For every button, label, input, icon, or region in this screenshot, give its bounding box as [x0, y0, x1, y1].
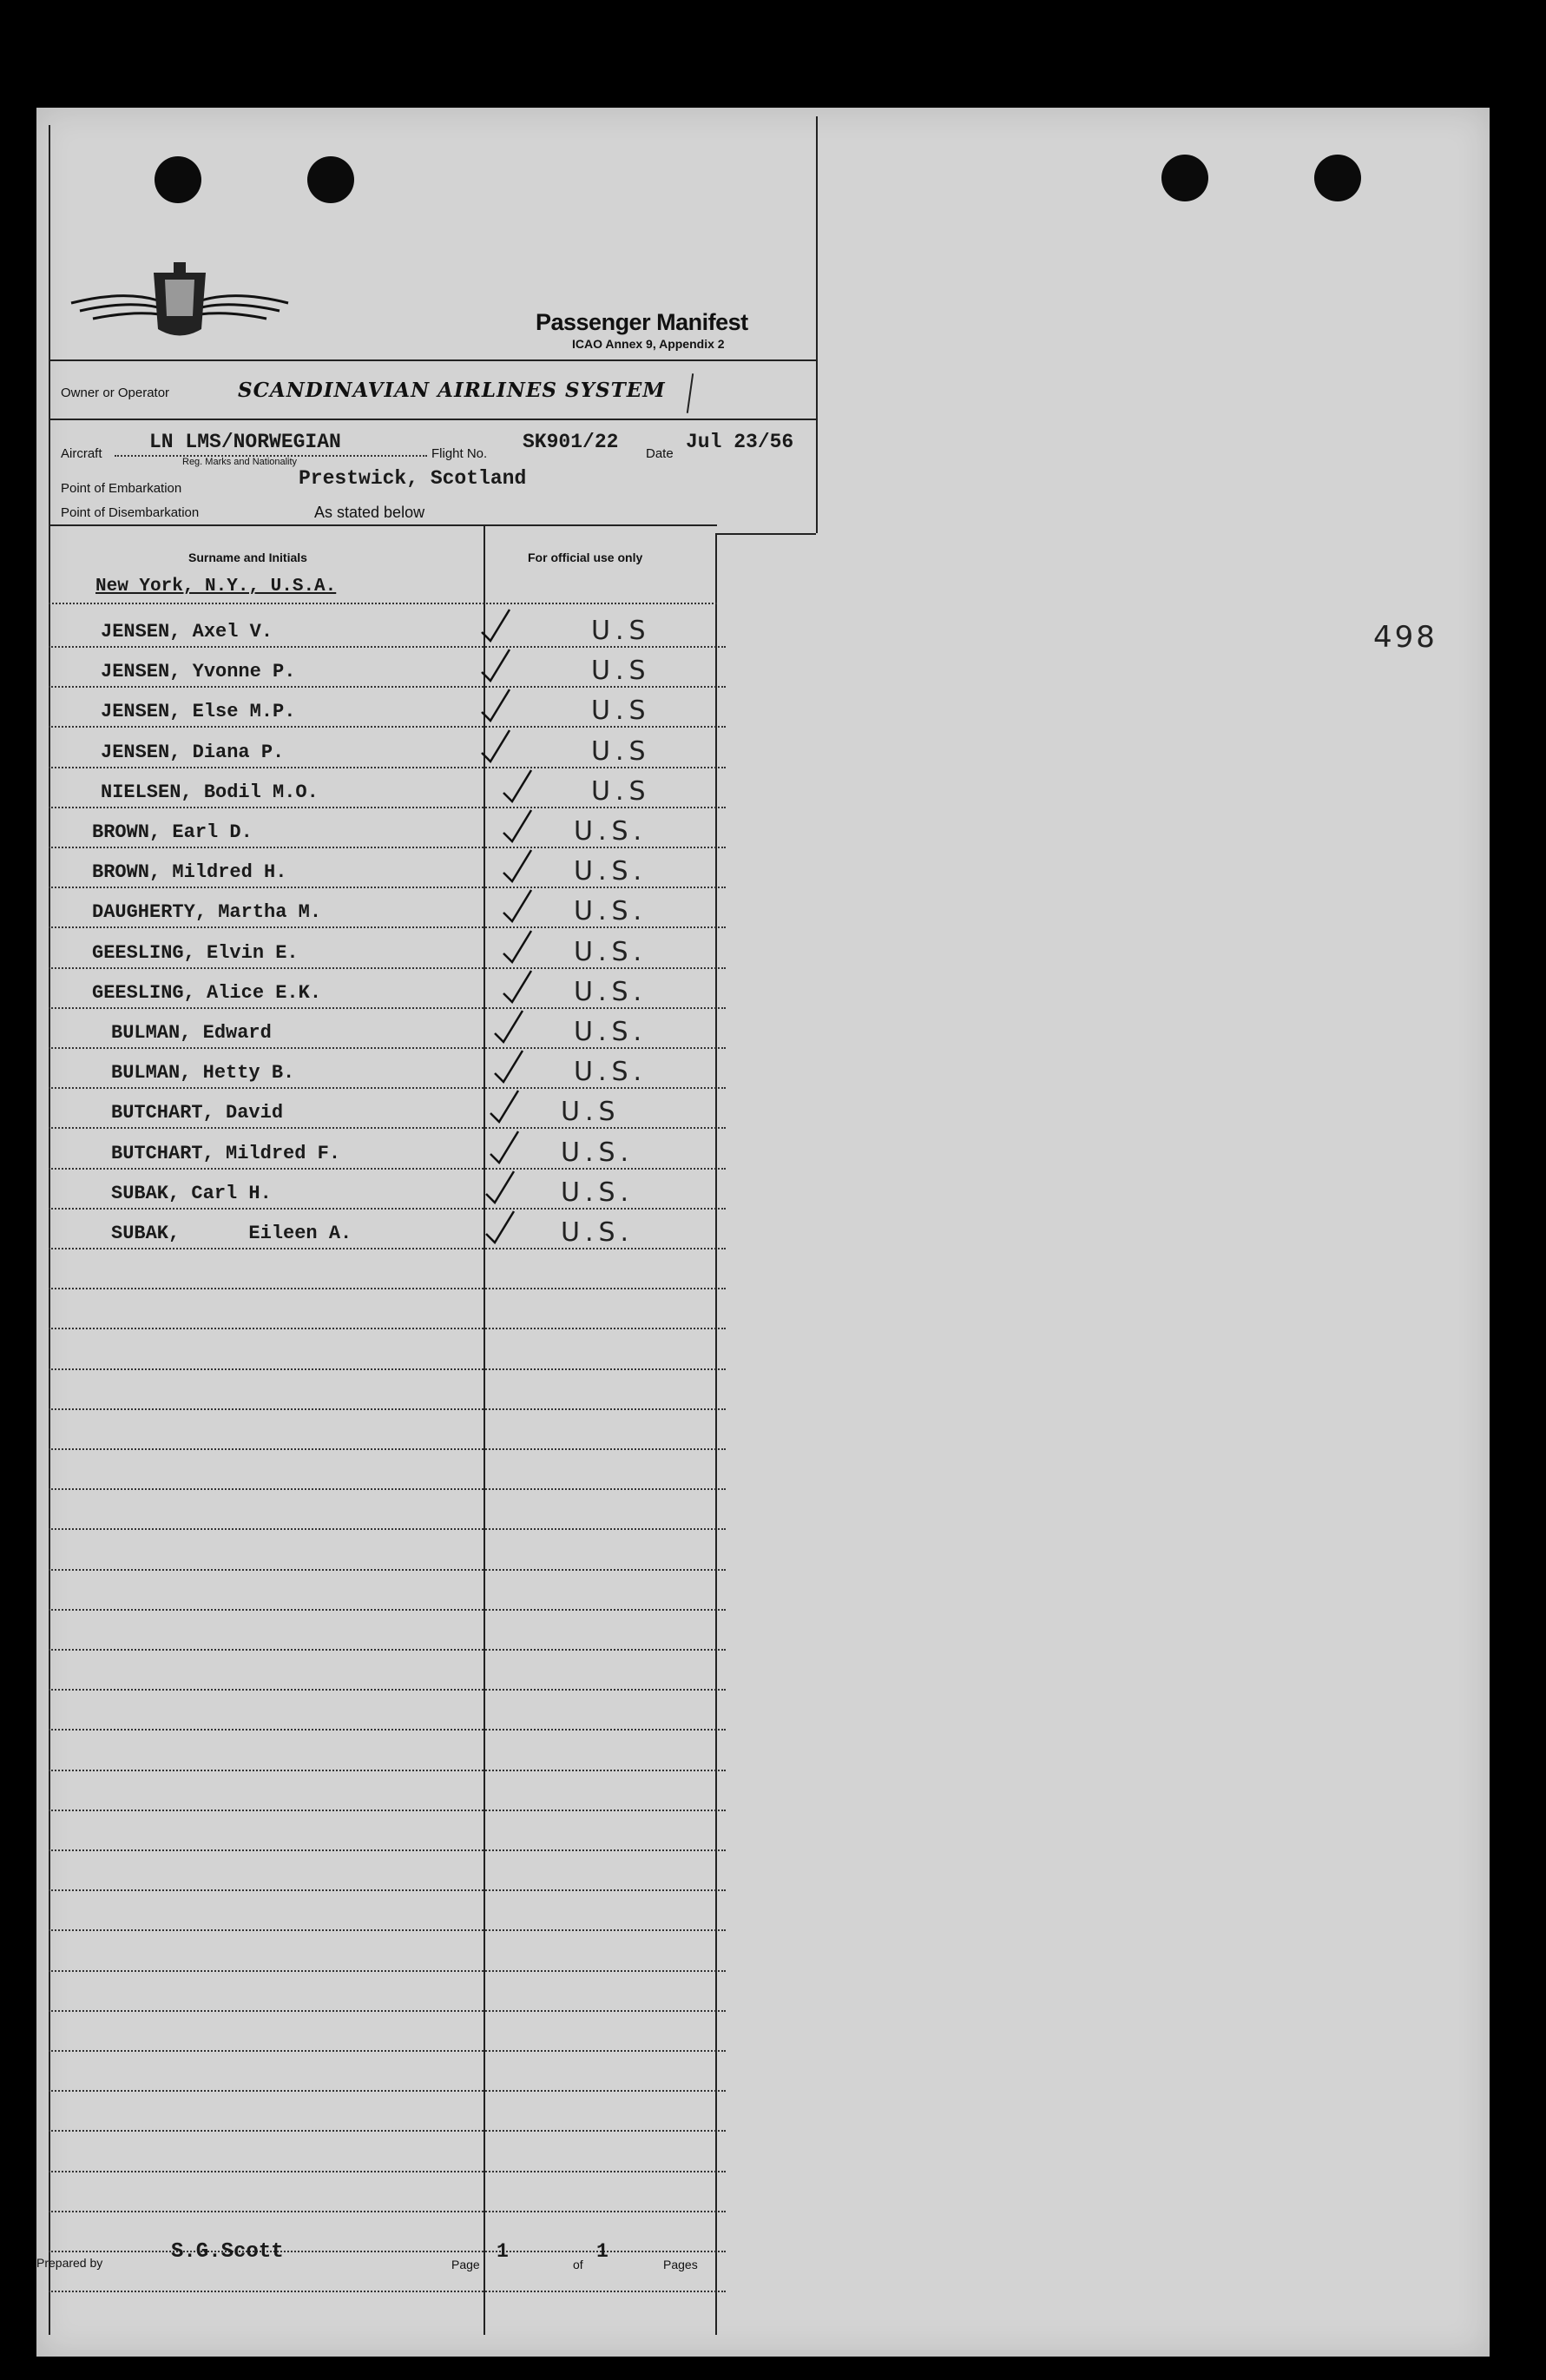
blank-row	[49, 2212, 726, 2252]
passenger-name: JENSEN, Yvonne P.	[101, 661, 296, 683]
official-use-mark: U.S.	[574, 976, 648, 1007]
passenger-row	[49, 1210, 726, 1249]
airline-wings-logo-icon	[62, 255, 297, 351]
blank-row	[49, 2172, 726, 2212]
passenger-name: SUBAK, Eileen A.	[111, 1223, 352, 1244]
blank-row	[49, 1811, 726, 1851]
passenger-name: BROWN, Mildred H.	[92, 861, 287, 884]
check-mark-icon	[478, 727, 513, 768]
passenger-row	[49, 1049, 726, 1089]
official-use-mark: U.S.	[574, 816, 648, 847]
blank-row	[49, 1691, 726, 1731]
date-value: Jul 23/56	[686, 431, 794, 453]
check-mark-icon	[483, 1208, 517, 1249]
official-use-mark: U.S.	[561, 1137, 635, 1168]
owner-label: Owner or Operator	[61, 386, 170, 400]
blank-row	[49, 2133, 726, 2172]
passenger-row	[49, 1089, 726, 1129]
header-rule	[49, 359, 816, 361]
official-use-mark: U.S	[591, 616, 651, 646]
check-mark-icon	[500, 767, 535, 808]
official-use-mark: U.S	[591, 696, 651, 727]
aircraft-value: LN LMS/NORWEGIAN	[149, 431, 341, 453]
form-right-border-top	[816, 116, 818, 533]
passenger-name: BULMAN, Edward	[111, 1022, 272, 1044]
col-official-header: For official use only	[528, 550, 643, 564]
passenger-row	[49, 888, 726, 928]
of-label: of	[573, 2258, 583, 2271]
blank-row	[49, 1490, 726, 1530]
blank-row	[49, 1731, 726, 1771]
of-value: 1	[596, 2240, 609, 2263]
manifest-sheet	[36, 108, 1490, 2357]
passenger-row	[49, 729, 726, 768]
prepared-label: Prepared by	[36, 2256, 103, 2270]
passenger-row	[49, 848, 726, 888]
blank-row	[49, 1611, 726, 1651]
check-mark-icon	[500, 927, 535, 969]
passenger-row	[49, 688, 726, 728]
stamp-number: 498	[1373, 620, 1437, 655]
check-mark-icon	[500, 807, 535, 848]
official-use-mark: U.S	[591, 656, 651, 687]
check-mark-icon	[491, 1007, 526, 1049]
official-use-mark: U.S.	[561, 1177, 635, 1208]
official-use-mark: U.S.	[574, 1017, 648, 1047]
passenger-name: DAUGHERTY, Martha M.	[92, 901, 322, 924]
check-mark-icon	[478, 646, 513, 688]
blank-row	[49, 1771, 726, 1811]
official-use-mark: U.S.	[574, 1057, 648, 1088]
embarkation-label: Point of Embarkation	[61, 481, 182, 496]
passenger-row	[49, 808, 726, 848]
passenger-name: BROWN, Earl D.	[92, 821, 253, 843]
passenger-row	[49, 969, 726, 1009]
passenger-name: SUBAK, Carl H.	[111, 1182, 272, 1204]
check-mark-icon	[500, 887, 535, 928]
passenger-row	[49, 608, 726, 648]
prepared-value: S.G.Scott	[171, 2240, 284, 2264]
blank-row	[49, 1330, 726, 1370]
blank-row	[49, 2052, 726, 2092]
official-use-mark: U.S.	[561, 1217, 635, 1248]
header-bottom-rule	[49, 524, 717, 526]
destination-dotline	[49, 603, 717, 604]
blank-row	[49, 1932, 726, 1972]
page-label: Page	[451, 2258, 480, 2271]
official-use-mark: U.S	[591, 775, 651, 807]
flight-value: SK901/22	[523, 431, 619, 453]
passenger-row	[49, 648, 726, 688]
check-mark-icon	[500, 847, 535, 888]
passenger-name: JENSEN, Else M.P.	[101, 701, 296, 723]
passenger-row	[49, 1170, 726, 1210]
official-use-mark: U.S.	[574, 856, 648, 887]
owner-value: SCANDINAVIAN AIRLINES SYSTEM	[238, 379, 666, 402]
blank-row	[49, 2092, 726, 2132]
blank-row	[49, 1571, 726, 1611]
blank-row	[49, 1450, 726, 1490]
check-mark-icon	[491, 1047, 526, 1089]
owner-tick	[687, 373, 694, 413]
passenger-name: BULMAN, Hetty B.	[111, 1062, 295, 1085]
blank-row	[49, 1410, 726, 1450]
check-mark-icon	[500, 967, 535, 1009]
blank-row	[49, 2012, 726, 2052]
passenger-name: GEESLING, Alice E.K.	[92, 981, 322, 1004]
reg-marks-label: Reg. Marks and Nationality	[182, 457, 298, 467]
blank-row	[49, 1249, 726, 1289]
check-mark-icon	[487, 1128, 522, 1170]
blank-row	[49, 1972, 726, 2012]
manifest-form	[36, 125, 818, 2348]
blank-row	[49, 1651, 726, 1691]
owner-rule	[49, 419, 816, 420]
date-label: Date	[646, 446, 674, 461]
check-mark-icon	[487, 1087, 522, 1129]
flight-label: Flight No.	[431, 446, 488, 461]
page-value: 1	[497, 2240, 509, 2263]
check-mark-icon	[478, 606, 513, 648]
passenger-row	[49, 1009, 726, 1049]
check-mark-icon	[483, 1168, 517, 1210]
embarkation-value: Prestwick, Scotland	[299, 467, 527, 490]
blank-row	[49, 2252, 726, 2292]
form-subtitle: ICAO Annex 9, Appendix 2	[572, 337, 725, 351]
passenger-row	[49, 929, 726, 969]
destination-value: New York, N.Y., U.S.A.	[95, 577, 337, 597]
disembarkation-value: As stated below	[314, 504, 425, 521]
passenger-name: NIELSEN, Bodil M.O.	[101, 781, 319, 803]
header-step-rule	[715, 533, 816, 535]
row-rule	[49, 2291, 726, 2292]
blank-row	[49, 1370, 726, 1410]
passenger-name: JENSEN, Diana P.	[101, 741, 285, 763]
check-mark-icon	[478, 686, 513, 728]
blank-row	[49, 1851, 726, 1891]
official-use-mark: U.S	[561, 1097, 621, 1128]
blank-row	[49, 1891, 726, 1931]
blank-row	[49, 1531, 726, 1571]
col-surname-header: Surname and Initials	[188, 550, 307, 564]
aircraft-label: Aircraft	[61, 446, 102, 461]
passenger-name: BUTCHART, Mildred F.	[111, 1142, 341, 1164]
punch-hole	[1314, 155, 1361, 201]
passenger-row	[49, 1130, 726, 1170]
official-use-mark: U.S	[591, 735, 651, 767]
passenger-name: JENSEN, Axel V.	[101, 621, 273, 643]
disembarkation-label: Point of Disembarkation	[61, 505, 200, 520]
passenger-name: BUTCHART, David	[111, 1102, 284, 1124]
official-use-mark: U.S.	[574, 936, 648, 967]
punch-hole	[1161, 155, 1208, 201]
passenger-row	[49, 768, 726, 808]
blank-row	[49, 1289, 726, 1329]
official-use-mark: U.S.	[574, 896, 648, 927]
pages-label: Pages	[663, 2258, 698, 2271]
passenger-name: GEESLING, Elvin E.	[92, 941, 299, 964]
form-title: Passenger Manifest	[536, 309, 748, 335]
